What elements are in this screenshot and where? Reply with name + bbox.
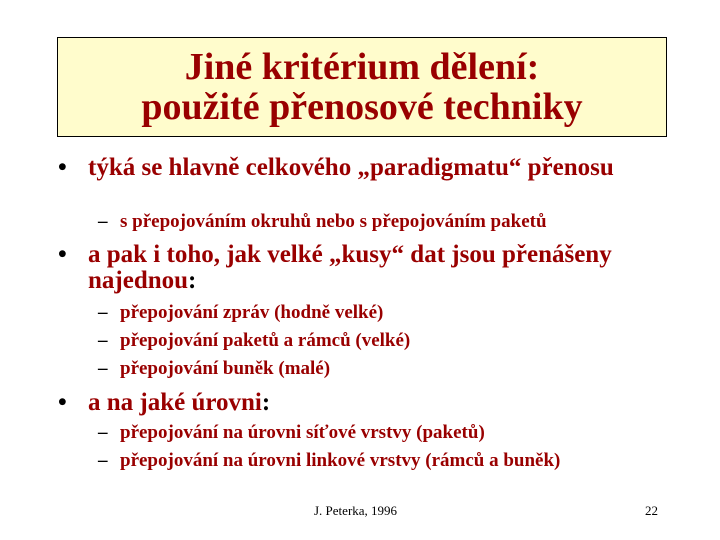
bullet-2-sub-3-text: přepojování buněk (malé)	[120, 358, 331, 379]
bullet-2-sub-2-text: přepojování paketů a rámců (velké)	[120, 330, 411, 351]
bullet-1	[58, 155, 648, 181]
bullet-mark: •	[58, 389, 67, 416]
bullet-3-sub-1-text: přepojování na úrovni síťové vrstvy (paketů)	[120, 422, 485, 443]
slide-title-box	[57, 37, 667, 137]
dash-mark: –	[98, 450, 108, 471]
bullet-2	[58, 242, 648, 294]
bullet-2-sub-3	[98, 358, 640, 380]
bullet-3-main: a na jaké úrovni	[88, 389, 262, 416]
bullet-3-sub-1	[98, 422, 640, 444]
dash-mark: –	[98, 358, 108, 379]
bullet-1-sub-1-text: s přepojováním okruhů nebo s přepojováním paketů	[120, 211, 547, 232]
bullet-3-text	[88, 390, 648, 416]
slide-title-line-2: použité přenosové techniky	[141, 86, 583, 128]
footer-author: J. Peterka, 1996	[314, 503, 398, 518]
bullet-3	[58, 390, 648, 416]
slide-title-line-1: Jiné kritérium dělení:	[184, 46, 540, 88]
bullet-mark: •	[58, 154, 67, 181]
dash-mark: –	[98, 302, 108, 323]
footer-page-number: 22	[645, 503, 658, 518]
bullet-2-main: a pak i toho, jak velké „kusy“ dat jsou přenášeny najednou	[88, 241, 612, 294]
dash-mark: –	[98, 211, 108, 232]
bullet-2-colon: :	[188, 267, 197, 294]
bullet-mark: •	[58, 241, 67, 268]
bullet-3-colon: :	[261, 389, 271, 416]
bullet-3-sub-2	[98, 450, 610, 472]
bullet-2-sub-2	[98, 330, 640, 352]
dash-mark: –	[98, 330, 108, 351]
bullet-1-sub-1	[98, 211, 640, 233]
bullet-3-sub-2-text: přepojování na úrovni linkové vrstvy (rámců a buněk)	[120, 450, 561, 471]
bullet-2-sub-1	[98, 302, 640, 324]
dash-mark: –	[98, 422, 108, 443]
bullet-1-text: týká se hlavně celkového „paradigmatu“ přenosu	[88, 154, 614, 181]
bullet-2-text	[88, 242, 648, 294]
bullet-2-sub-1-text: přepojování zpráv (hodně velké)	[120, 302, 384, 323]
